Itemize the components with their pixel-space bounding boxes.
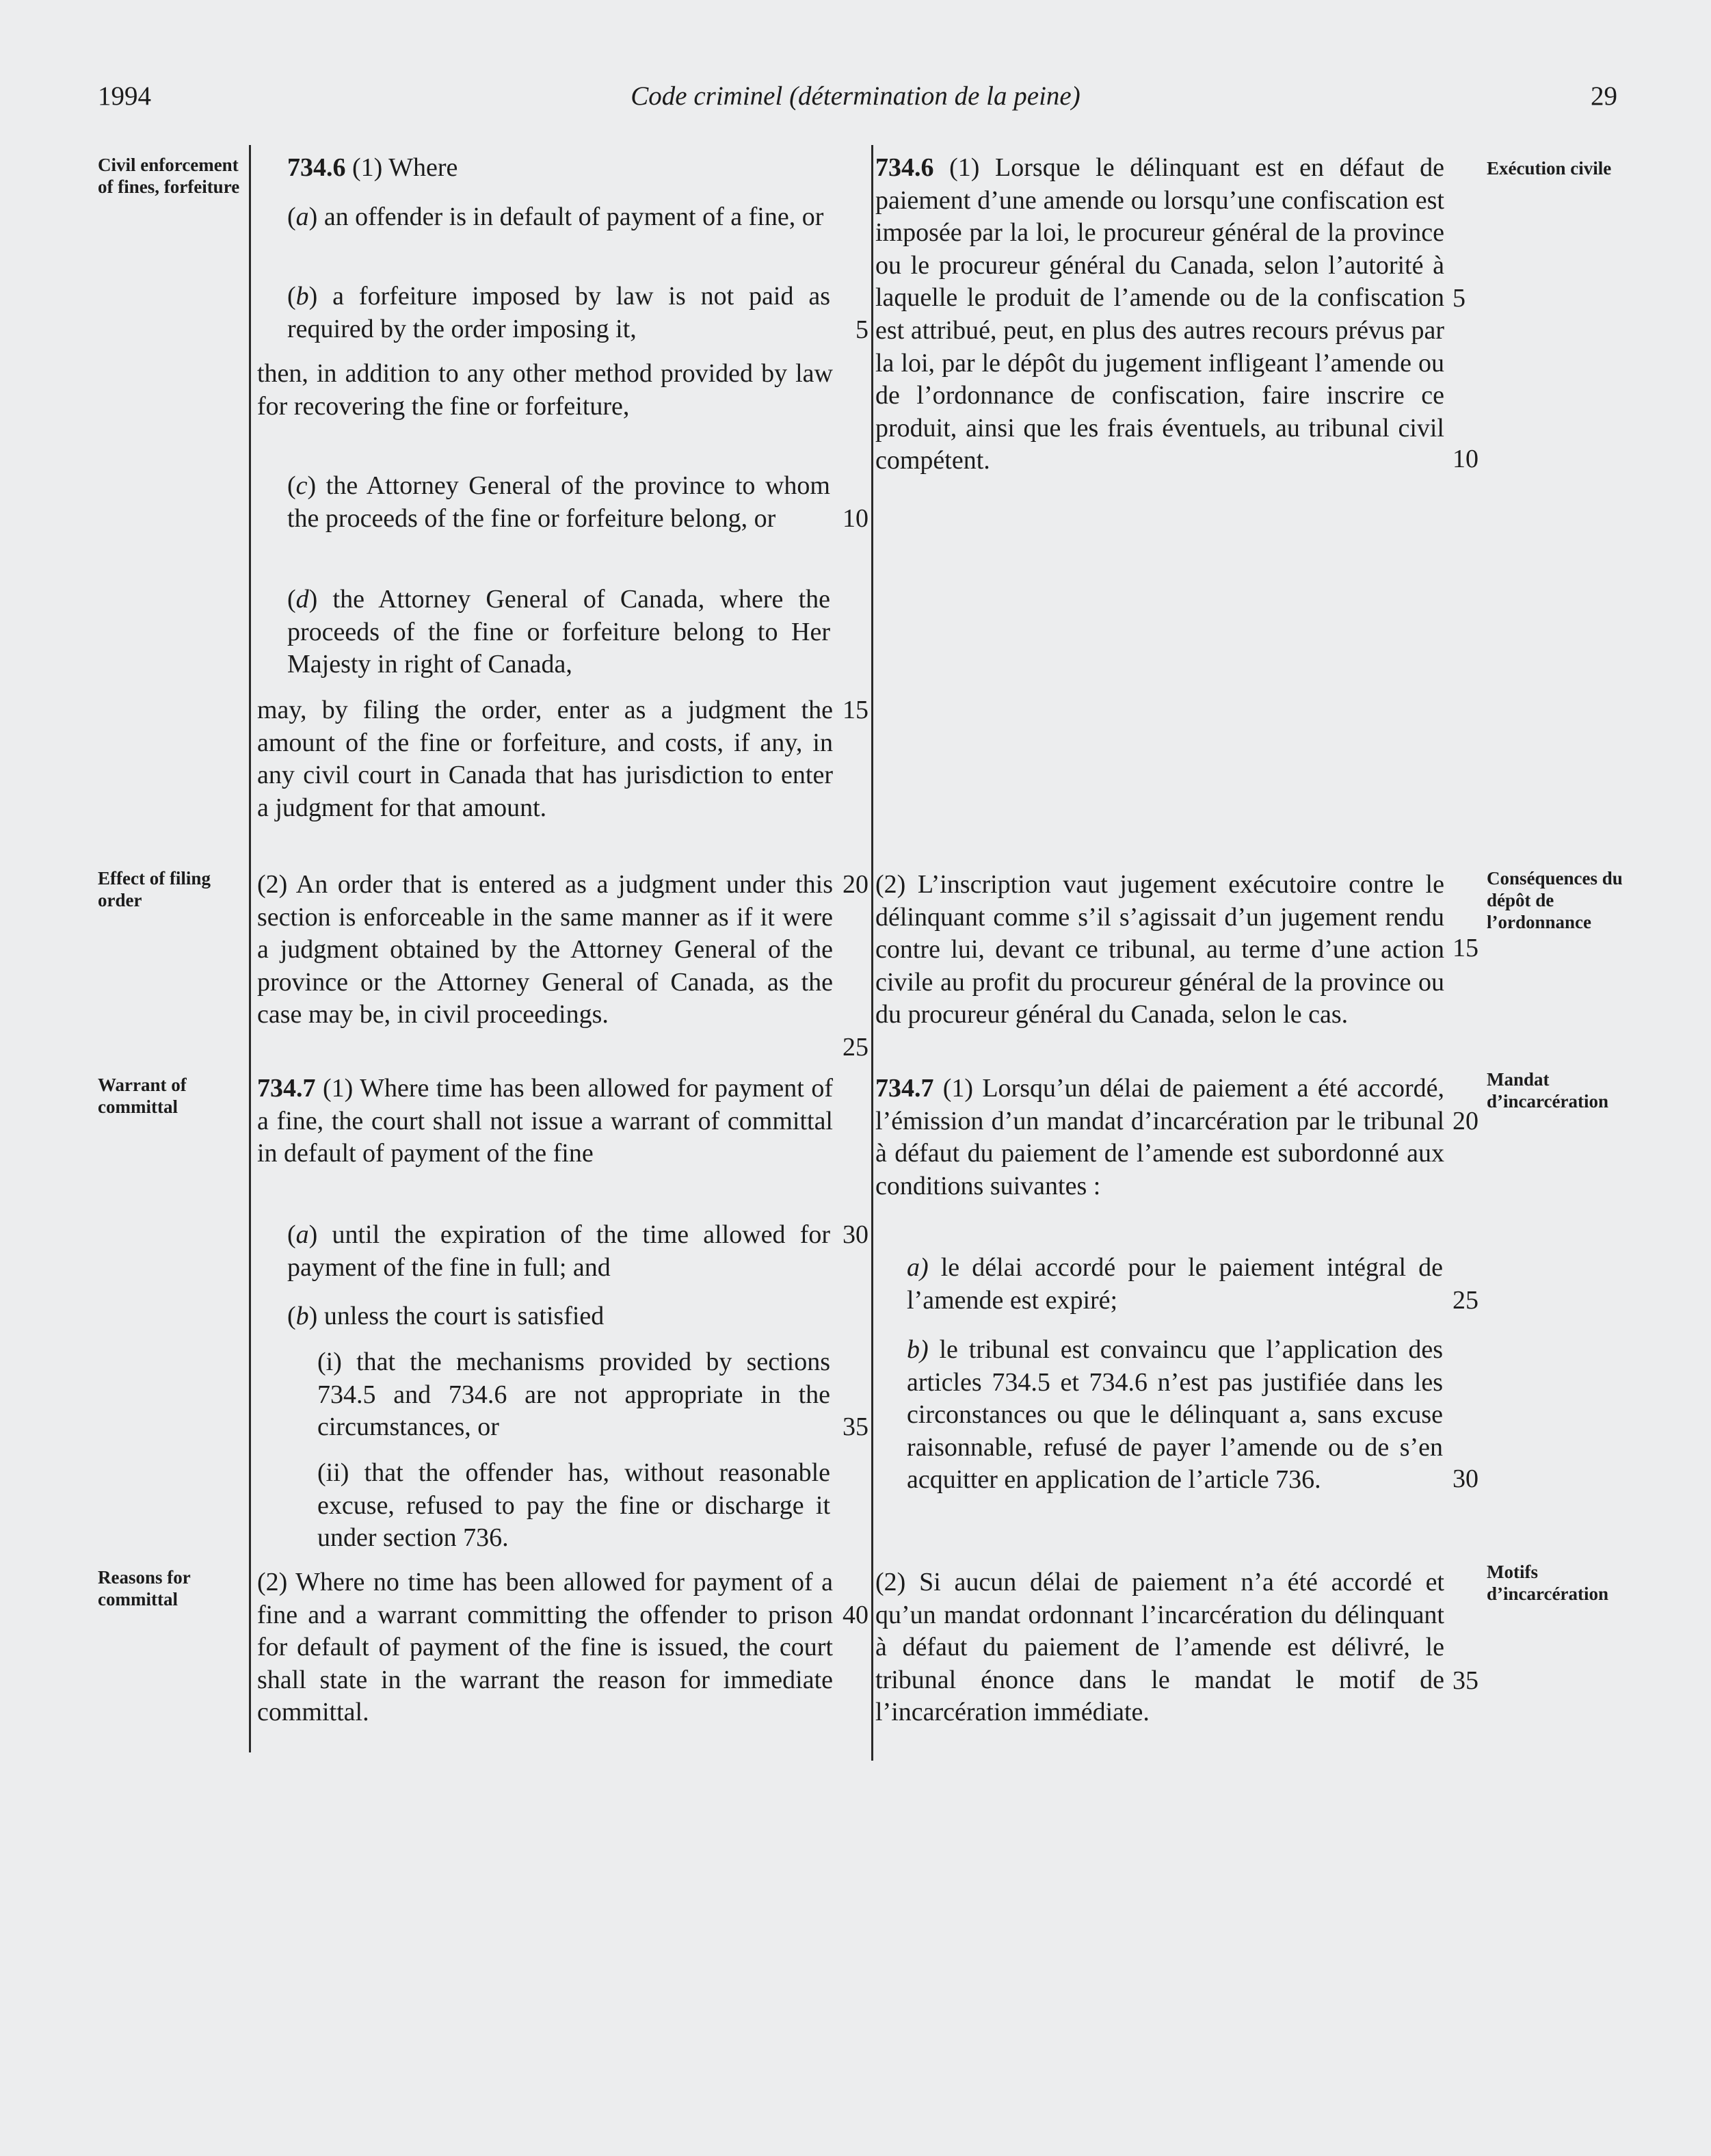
subsection-text: (1) Lorsqu’un délai de paiement a été accordé, l’émission d’un mandat d’incarcération par le tribunal à défaut du paiement de l’amende est subordonné aux conditions suivantes :: [875, 1074, 1444, 1200]
paragraph-text: the Attorney General of Canada, where the proceeds of the fine or forfeiture belong to Her Majesty in right of Canada,: [287, 585, 830, 679]
fr-734-7-para-a: [907, 1252, 1443, 1317]
en-734-7-subsection-2: (2) Where no time has been allowed for payment of a fine and a warrant committing the offender to prison for default of payment of the fine is issued, the court shall state in the warrant the reason for immediate committal.: [257, 1568, 833, 1727]
en-734-7-subpara-ii: (ii) that the offender has, without reasonable excuse, refused to pay the fine or discharge it under section 736.: [317, 1458, 830, 1553]
en-734-6-para-d: (d) the Attorney General of Canada, where the proceeds of the fine or forfeiture belong to Her Majesty in right of Canada,: [287, 585, 830, 679]
line-number: 5: [856, 315, 868, 344]
margin-note-motifs-incarceration: Motifs d’incarcération: [1487, 1562, 1608, 1604]
subsection-text: (1) Lorsque le délinquant est en défaut de paiement d’une amende ou lorsqu’une confiscation est imposée par la loi, le procureur général de la province ou le procureur général du Canada, selon l’autorité à laquelle le produit de l’amende ou de la confiscation est attribué, peut, en plus des autres recours prévus par la loi, par le dépôt du jugement infligeant l’amende ou de l’ordonnance de confiscation, faire inscrire ce produit, ainsi que les frais éventuels, au tribunal civil compétent.: [875, 153, 1444, 475]
en-734-6-para-c: (c) the Attorney General of the province to whom the proceeds of the fine or forfeiture belong, or: [287, 471, 830, 533]
line-number: 10: [1453, 445, 1478, 473]
paragraph-label: c: [295, 471, 308, 500]
en-734-7-subsection-1: [257, 1073, 833, 1170]
section-number: 734.7: [257, 1074, 316, 1103]
en-734-6-para-b: (b) a forfeiture imposed by law is not paid as required by the order imposing it,: [287, 282, 830, 343]
paragraph-text: until the expiration of the time allowed for payment of the fine in full; and: [287, 1220, 830, 1282]
line-number: 20: [843, 870, 868, 899]
en-734-7-para-b: (b) unless the court is satisfied: [287, 1302, 605, 1330]
en-734-6-may: may, by filing the order, enter as a judgment the amount of the fine or forfeiture, and costs, if any, in any civil court in Canada that has jurisdiction to enter a judgment for that amount.: [257, 696, 833, 822]
fr-734-6-subsection-2: (2) L’inscription vaut jugement exécutoire contre le délinquant comme s’il s’agissait d’un jugement rendu contre lui, devant ce tribunal, au terme d’une action civile au profit du procureur général de la province ou du procureur général du Canada, selon le cas.: [875, 870, 1444, 1029]
line-number: 15: [1453, 934, 1478, 962]
line-number: 30: [843, 1220, 868, 1249]
line-number: 35: [1453, 1666, 1478, 1695]
fr-734-6-subsection-1: [875, 152, 1444, 477]
en-734-6-subsection-2: (2) An order that is entered as a judgment under this section is enforceable in the same manner as if it were a judgment obtained by the Attorney General of the province or the Attorney General of Canada, as the case may be, in civil proceedings.: [257, 870, 833, 1029]
section-number: 734.6: [287, 153, 346, 182]
paragraph-text: le tribunal est convaincu que l’application des articles 734.5 et 734.6 n’est pas justifiée dans les circonstances ou que le délinquant a, sans excuse raisonnable, refusé de payer l’amende ou de s’en acquitter en application de l’article 736.: [907, 1335, 1443, 1495]
line-number: 15: [843, 696, 868, 724]
paragraph-text: a forfeiture imposed by law is not paid as required by the order imposing it,: [287, 282, 830, 343]
en-734-7-subpara-i: (i) that the mechanisms provided by sections 734.5 and 734.6 are not appropriate in the circumstances, or: [317, 1348, 830, 1442]
section-number: 734.6: [875, 153, 934, 182]
paragraph-label: b): [907, 1335, 929, 1364]
margin-note-execution-civile: Exécution civile: [1487, 158, 1612, 179]
paragraph-text: le délai accordé pour le paiement intégral de l’amende est expiré;: [907, 1253, 1443, 1315]
paragraph-label: a: [295, 202, 309, 231]
column-divider-center: [871, 145, 873, 1761]
paragraph-label: b: [295, 1302, 309, 1330]
paragraph-text: an offender is in default of payment of a fine, or: [317, 202, 824, 231]
en-734-6-then: then, in addition to any other method provided by law for recovering the fine or forfeiture,: [257, 359, 833, 421]
line-number: 25: [1453, 1286, 1478, 1315]
column-divider-left: [249, 145, 251, 1752]
section-number: 734.7: [875, 1074, 934, 1103]
fr-734-7-para-b: [907, 1334, 1443, 1497]
margin-note-civil-enforcement: Civil enforcement of fines, forfeiture: [98, 155, 240, 197]
subsection-text: (1) Where time has been allowed for payment of a fine, the court shall not issue a warrant of committal in default of payment of the fine: [257, 1074, 833, 1168]
header-year: 1994: [98, 81, 151, 111]
fr-734-7-subsection-2: (2) Si aucun délai de paiement n’a été accordé et qu’un mandat ordonnant l’incarcération du délinquant à défaut du paiement de l’amende est délivré, le tribunal énonce dans le mandat le motif de l’incarcération immédiate.: [875, 1568, 1444, 1727]
line-number: 5: [1453, 284, 1465, 313]
line-number: 25: [843, 1033, 868, 1062]
margin-note-consequences-depot: Conséquences du dépôt de l’ordonnance: [1487, 868, 1623, 932]
fr-734-7-subsection-1: [875, 1073, 1444, 1202]
page-number: 29: [1591, 81, 1617, 111]
margin-note-mandat-incarceration: Mandat d’incarcération: [1487, 1069, 1608, 1112]
margin-note-warrant-of-committal: Warrant of committal: [98, 1075, 187, 1117]
paragraph-text: the Attorney General of the province to whom the proceeds of the fine or forfeiture belong, or: [287, 471, 830, 533]
line-number: 30: [1453, 1464, 1478, 1493]
paragraph-label: d: [295, 585, 309, 614]
subsection-text: (1) Where: [345, 153, 458, 182]
line-number: 40: [843, 1601, 868, 1629]
en-734-7-para-a: (a) until the expiration of the time allowed for payment of the fine in full; and: [287, 1220, 830, 1282]
line-number: 10: [843, 504, 868, 533]
paragraph-label: a: [295, 1220, 309, 1249]
paragraph-label: b: [295, 282, 309, 311]
en-734-6-para-a: (a) an offender is in default of payment of a fine, or: [287, 202, 824, 231]
margin-note-reasons-for-committal: Reasons for committal: [98, 1567, 191, 1609]
margin-note-effect-of-filing: Effect of filing order: [98, 868, 211, 910]
line-number: 20: [1453, 1107, 1478, 1135]
line-number: 35: [843, 1412, 868, 1441]
paragraph-label: a): [907, 1253, 929, 1282]
header-title: Code criminel (détermination de la peine): [631, 81, 1080, 111]
en-734-6-heading: [287, 152, 830, 185]
paragraph-text: unless the court is satisfied: [317, 1302, 605, 1330]
